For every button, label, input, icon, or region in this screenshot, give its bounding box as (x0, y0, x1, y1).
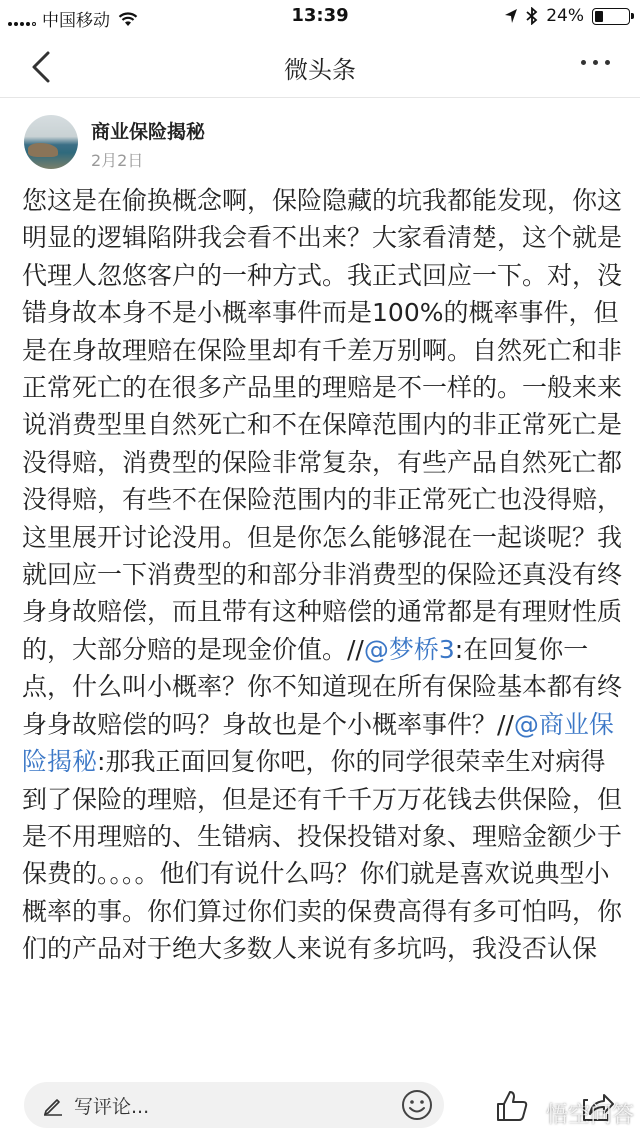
comment-input[interactable] (24, 1082, 444, 1128)
nav-bar (0, 34, 640, 98)
author-avatar[interactable] (24, 115, 78, 169)
more-options-button[interactable] (581, 60, 610, 65)
carrier-name: 中国移动 (42, 11, 110, 31)
post-date: 2月2日 (91, 151, 144, 170)
comment-placeholder: 写评论... (74, 1096, 150, 1118)
battery-icon (592, 8, 630, 25)
author-name[interactable]: 商业保险揭秘 (91, 121, 206, 143)
bottom-action-bar (0, 1074, 640, 1138)
battery-level (595, 11, 603, 22)
more-dot-icon (593, 60, 598, 65)
emoji-icon[interactable] (400, 1088, 434, 1122)
post-text-segment: 您这是在偷换概念啊，保险隐藏的坑我都能发现，你这明显的逻辑陷阱我会看不出来？大家看清楚，这个就是代理人忽悠客户的一种方式。我正式回应一下。对，没错身故本身不是小概率事件而是100%的概率事件，但是在身故理赔在保险里却有千差万别啊。自然死亡和非正常死亡的在很多产品里的理赔是不一样的。一般来来说消费型里自然死亡和不在保障范围内的非正常死亡是没得赔，消费型的保险非常复杂，有些产品自然死亡都没得赔，有些不在保险范围内的非正常死亡也没得赔，这里展开讨论没用。但是你怎么能够混在一起谈呢？我就回应一下消费型的和部分非消费型的保险还真没有终身身故赔偿，而且带有这种赔偿的通常都是有理财性质的，大部分赔的是现金价值。// (22, 186, 622, 664)
mention-link[interactable]: @商业保险揭秘 (22, 709, 614, 777)
author-header (24, 115, 624, 175)
mention-link[interactable]: @梦桥3 (363, 634, 455, 664)
page-title: 微头条 (284, 56, 356, 84)
bluetooth-icon (526, 7, 538, 25)
post-body (22, 182, 622, 1074)
like-button[interactable] (494, 1088, 530, 1124)
status-time: 13:39 (291, 5, 349, 26)
more-dot-icon (581, 60, 586, 65)
watermark-logo: 悟空问答 (545, 1103, 634, 1128)
battery-percent: 24% (546, 6, 584, 26)
post-text-segment: :那我正面回复你吧，你的同学很荣幸生对病得到了保险的理赔，但是还有千千万万花钱去供保险，但是不用理赔的、生错病、投保投错对象、理赔金额少于保费的。。。。他们有说什么吗？你们就是喜欢说典型小概率的事。你们算过你们卖的保费高得有多可怕吗，你们的产品对于绝大多数人来说有多坑吗，我没否认保 (22, 747, 622, 964)
pencil-icon (42, 1094, 64, 1116)
post-text-segment: :在回复你一点，什么叫小概率？你不知道现在所有保险基本都有终身身故赔偿的吗？身故也是个小概率事件？// (22, 634, 622, 739)
more-dot-icon (605, 60, 610, 65)
status-right (504, 6, 630, 26)
location-arrow-icon (504, 8, 518, 24)
status-bar (0, 0, 640, 34)
